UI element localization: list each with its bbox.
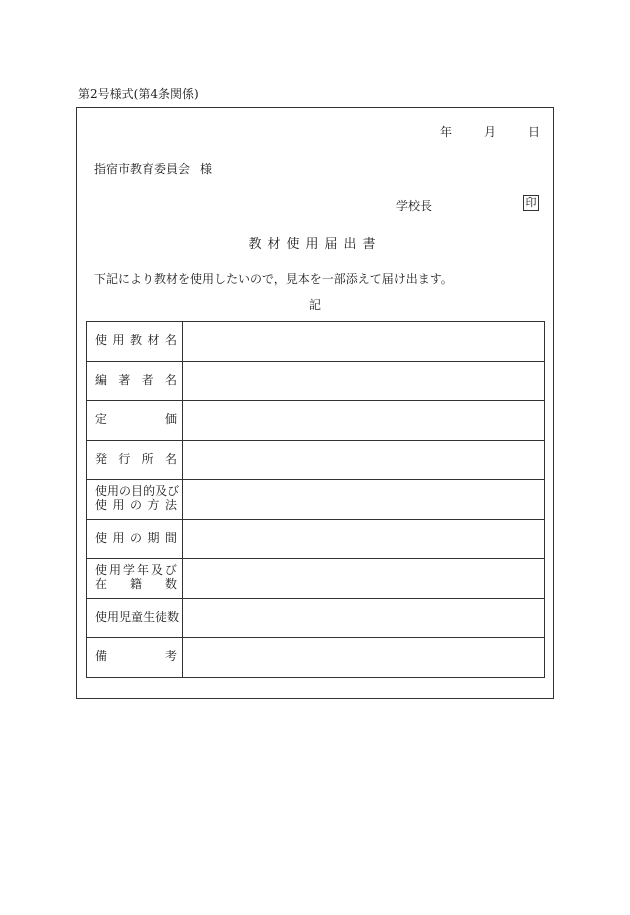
row-label-char: 著 bbox=[118, 372, 131, 387]
form-number-label: 第2号様式(第4条関係) bbox=[78, 87, 199, 101]
row-label-char: 徒 bbox=[155, 609, 168, 624]
row-value-field[interactable] bbox=[183, 401, 545, 441]
row-label-char: 備 bbox=[95, 649, 108, 664]
row-label-line bbox=[95, 578, 177, 592]
principal-label: 学校長 bbox=[396, 199, 433, 213]
row-label-char: 児 bbox=[119, 609, 132, 624]
row-label bbox=[87, 322, 183, 362]
row-label-char: 法 bbox=[164, 498, 177, 513]
row-label-char: 用 bbox=[107, 484, 120, 499]
row-label-char: 価 bbox=[164, 412, 177, 427]
row-label-char: 名 bbox=[164, 372, 177, 387]
row-label-char: 期 bbox=[147, 530, 160, 545]
row-label-line bbox=[95, 453, 177, 467]
date-year: 年 bbox=[440, 125, 453, 139]
row-label-char: 用 bbox=[112, 333, 125, 348]
row-label-char: の bbox=[129, 498, 142, 513]
body-text: 下記により教材を使用したいので，見本を一部添えて届け出ます。 bbox=[94, 272, 453, 286]
row-label bbox=[87, 559, 183, 599]
ki-heading: 記 bbox=[308, 298, 321, 312]
row-label-char: 名 bbox=[164, 451, 177, 466]
row-label-line bbox=[95, 532, 177, 546]
row-label-char: 及 bbox=[155, 484, 168, 499]
row-label-char: 発 bbox=[95, 451, 108, 466]
row-label-char: 使 bbox=[95, 333, 108, 348]
table-row bbox=[87, 361, 545, 401]
addressee-honorific: 様 bbox=[200, 162, 213, 176]
row-label-char: 籍 bbox=[129, 577, 142, 592]
seal-mark: 印 bbox=[523, 195, 539, 211]
row-label-char: び bbox=[167, 484, 180, 499]
addressee bbox=[94, 160, 212, 177]
row-label-line bbox=[95, 413, 177, 427]
table-row bbox=[87, 440, 545, 480]
row-label-char: 方 bbox=[147, 498, 160, 513]
table-row bbox=[87, 322, 545, 362]
row-label-line bbox=[95, 374, 177, 388]
row-label-char: 使 bbox=[95, 498, 108, 513]
row-label bbox=[87, 361, 183, 401]
row-label-char: 在 bbox=[95, 577, 108, 592]
row-label bbox=[87, 519, 183, 559]
date-month: 月 bbox=[483, 125, 496, 139]
date-day: 日 bbox=[527, 125, 540, 139]
row-label-char: 童 bbox=[131, 609, 144, 624]
row-label-char: の bbox=[129, 530, 142, 545]
items-table bbox=[86, 321, 545, 678]
table-row bbox=[87, 401, 545, 441]
row-label-char: 間 bbox=[164, 530, 177, 545]
row-label-char: 用 bbox=[112, 530, 125, 545]
row-label bbox=[87, 440, 183, 480]
row-label-char: 者 bbox=[141, 372, 154, 387]
row-label-char: 用 bbox=[108, 563, 121, 578]
items-table-body bbox=[87, 322, 545, 678]
row-label bbox=[87, 598, 183, 638]
row-label-line bbox=[95, 499, 177, 513]
row-label-char: 編 bbox=[95, 372, 108, 387]
row-label-char: 年 bbox=[136, 563, 149, 578]
document-title: 教材使用届出書 bbox=[248, 237, 382, 252]
row-value-field[interactable] bbox=[183, 361, 545, 401]
row-label-line bbox=[95, 650, 177, 664]
row-label-char: 使 bbox=[95, 563, 108, 578]
row-value-field[interactable] bbox=[183, 322, 545, 362]
row-label-char: 的 bbox=[143, 484, 156, 499]
table-row bbox=[87, 638, 545, 678]
table-row bbox=[87, 559, 545, 599]
row-label-char: び bbox=[164, 563, 177, 578]
row-label bbox=[87, 401, 183, 441]
row-label-char: 及 bbox=[150, 563, 163, 578]
row-label-char: 数 bbox=[164, 577, 177, 592]
row-label-char: 名 bbox=[164, 333, 177, 348]
row-value-field[interactable] bbox=[183, 480, 545, 520]
row-label-char: 数 bbox=[167, 609, 180, 624]
row-label-char: 定 bbox=[95, 412, 108, 427]
row-label-line bbox=[95, 609, 180, 625]
row-label bbox=[87, 480, 183, 520]
row-value-field[interactable] bbox=[183, 638, 545, 678]
addressee-name: 指宿市教育委員会 bbox=[94, 162, 191, 176]
row-label-char: 考 bbox=[164, 649, 177, 664]
row-label-char: 用 bbox=[107, 609, 120, 624]
row-label-char: 学 bbox=[122, 563, 135, 578]
table-row bbox=[87, 480, 545, 520]
table-row bbox=[87, 598, 545, 638]
row-value-field[interactable] bbox=[183, 559, 545, 599]
row-label-char: 使 bbox=[95, 609, 108, 624]
row-label-char: 使 bbox=[95, 484, 108, 499]
row-label-char: の bbox=[119, 484, 132, 499]
row-label bbox=[87, 638, 183, 678]
date-line bbox=[440, 123, 540, 140]
row-value-field[interactable] bbox=[183, 440, 545, 480]
row-label-line bbox=[95, 334, 177, 348]
row-label-char: 所 bbox=[141, 451, 154, 466]
row-value-field[interactable] bbox=[183, 598, 545, 638]
row-label-char: 使 bbox=[95, 530, 108, 545]
row-label-char: 用 bbox=[112, 498, 125, 513]
row-label-char: 教 bbox=[129, 333, 142, 348]
row-label-char: 目 bbox=[131, 484, 144, 499]
table-row bbox=[87, 519, 545, 559]
row-value-field[interactable] bbox=[183, 519, 545, 559]
row-label-char: 材 bbox=[147, 333, 160, 348]
row-label-char: 生 bbox=[143, 609, 156, 624]
row-label-char: 行 bbox=[118, 451, 131, 466]
